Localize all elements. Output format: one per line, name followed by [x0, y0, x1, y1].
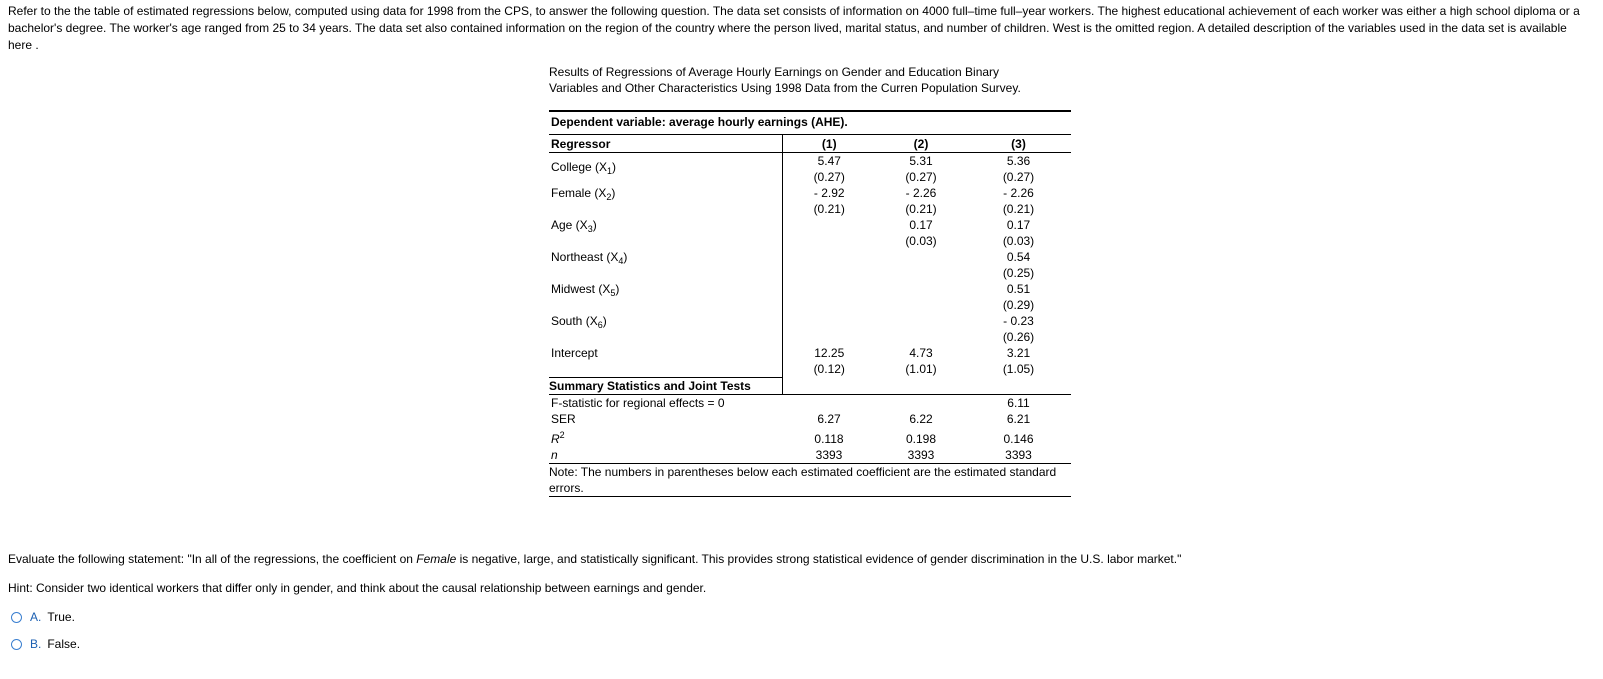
table-note: Note: The numbers in parentheses below each estimated coefficient are the estimated standard errors.: [549, 463, 1071, 496]
se: (0.27): [813, 170, 845, 184]
table-caption: [549, 64, 1071, 96]
coef: 0.17: [1006, 218, 1031, 232]
table-row: Female $(X_2)$ - 2.92 (0.21) - 2.26 (0.21) - 2.26 (0.21): [549, 185, 1071, 217]
coef: 0.17: [909, 218, 933, 232]
caption-line-1: Results of Regressions of Average Hourly Earnings on Gender and Education Binary: [549, 65, 1000, 79]
coef: 5.31: [909, 154, 933, 168]
choice-b[interactable]: [11, 637, 80, 651]
column-header-1: (1): [782, 135, 876, 153]
se: (0.21): [1002, 202, 1035, 216]
regression-table-container: [549, 64, 1071, 497]
row-label: South (X: [551, 314, 598, 328]
intro-text: Refer to the the table of estimated regressions below, computed using data for 1998 from the CPS, to answer the following question. The data set consists of information on 4000 full–time full–year workers. The highest educational achievement of each worker was either a high school diploma or a bachelor's degree. The worker's age ranged from 25 to 34 years. The data set also contained information on the region of the country where the person lived, marital status, and number of children. West is the omitted region. A detailed description of the variables used in the data set is available: [8, 4, 1580, 35]
table-row: College $(X_1)$ 5.47 (0.27) 5.31 (0.27) 5.36 (0.27): [549, 153, 1071, 186]
se: (1.05): [1002, 362, 1035, 376]
choice-letter: A.: [30, 610, 42, 624]
se: (0.27): [1002, 170, 1035, 184]
coef: 3.21: [1006, 346, 1031, 360]
table-row: [549, 394, 1071, 411]
f-stat-label: F-statistic for regional effects = 0: [551, 395, 725, 410]
question-statement: Evaluate the following statement: "In all of the regressions, the coefficient on Female is negative, large, and statistically significant. This provides strong statistical evidence of gender discrimination in the U.S. labor market.": [8, 552, 1182, 566]
se: (0.29): [1002, 298, 1035, 312]
row-label: Midwest (X: [551, 282, 611, 296]
ser-label: SER: [551, 411, 576, 426]
row-label: Northeast (X: [551, 250, 619, 264]
se: (0.25): [1002, 266, 1035, 280]
coef: - 0.23: [1003, 314, 1034, 328]
caption-line-2: Variables and Other Characteristics Using 1998 Data from the Curren Population Survey.: [549, 81, 1021, 95]
coef: - 2.92: [813, 186, 845, 200]
hint-text: Hint: Consider two identical workers that differ only in gender, and think about the causal relationship between earnings and gender.: [8, 581, 707, 595]
table-note-row: [549, 463, 1071, 496]
choice-text: True.: [47, 610, 75, 624]
variables-description-link[interactable]: here: [8, 38, 33, 52]
se: (0.26): [1002, 330, 1035, 344]
coef: 5.47: [817, 154, 841, 168]
se: (0.03): [1002, 234, 1035, 248]
se: (1.01): [905, 362, 937, 376]
table-row: SER 6.27 6.22 6.21: [551, 411, 1031, 426]
coef: 5.36: [1006, 154, 1031, 168]
se: (0.03): [905, 234, 937, 248]
n-label: n: [551, 447, 558, 462]
table-row: Northeast $(X_4)$ 0.54 (0.25): [549, 249, 1071, 281]
choice-letter: B.: [30, 637, 42, 651]
table-row: [549, 345, 1071, 377]
choice-text: False.: [47, 637, 81, 651]
table-row: Midwest $(X_5)$ 0.51 (0.29): [549, 281, 1071, 313]
table-row: Age $(X_3)$ 0.17 (0.03) 0.17 (0.03): [549, 217, 1071, 249]
se: (0.27): [905, 170, 937, 184]
coef: 12.25: [814, 346, 845, 360]
se: (0.21): [905, 202, 937, 216]
row-label: Age (X: [551, 218, 588, 232]
se: (0.12): [813, 362, 845, 376]
dependent-variable-label: Dependent variable: average hourly earnings (AHE).: [551, 115, 848, 129]
row-label: College (X: [551, 160, 608, 174]
coef: - 2.26: [905, 186, 937, 200]
coef: 0.54: [1006, 250, 1031, 264]
regression-table: [549, 134, 1071, 497]
summary-header: Summary Statistics and Joint Tests: [549, 377, 782, 394]
table-row: n 3393 3393 3393: [551, 447, 1032, 462]
column-header-2: (2): [876, 135, 966, 153]
choice-a[interactable]: [11, 610, 75, 624]
table-row: $R^2$ 0.118 0.198 0.146: [551, 429, 1034, 446]
f-stat-value: 6.11: [1007, 395, 1030, 410]
female-emphasis: Female: [416, 552, 457, 566]
se: (0.21): [813, 202, 845, 216]
intro-paragraph: Refer to the the table of estimated regressions below, computed using data for 1998 from the CPS, to answer the following question. The data set consists of information on 4000 full–time full–year workers. The highest educational achievement of each worker was either a high school diploma or a bachelor's degree. The worker's age ranged from 25 to 34 years. The data set also contained information on the region of the country where the person lived, marital status, and number of children. West is the omitted region. A detailed description of the variables used in the data set is available here .: [8, 4, 1580, 52]
row-label: Intercept: [551, 346, 598, 360]
column-header-3: (3): [966, 135, 1071, 153]
regressor-header: Regressor: [549, 135, 782, 153]
r2-label: R: [551, 431, 560, 446]
coef: 4.73: [909, 346, 933, 360]
table-row: South $(X_6)$ - 0.23 (0.26): [549, 313, 1071, 345]
row-label: Female (X: [551, 186, 607, 200]
radio-b[interactable]: [11, 639, 22, 650]
summary-header-row: [549, 377, 1071, 394]
coef: 0.51: [1006, 282, 1031, 296]
radio-a[interactable]: [11, 612, 22, 623]
coef: - 2.26: [1003, 186, 1034, 200]
